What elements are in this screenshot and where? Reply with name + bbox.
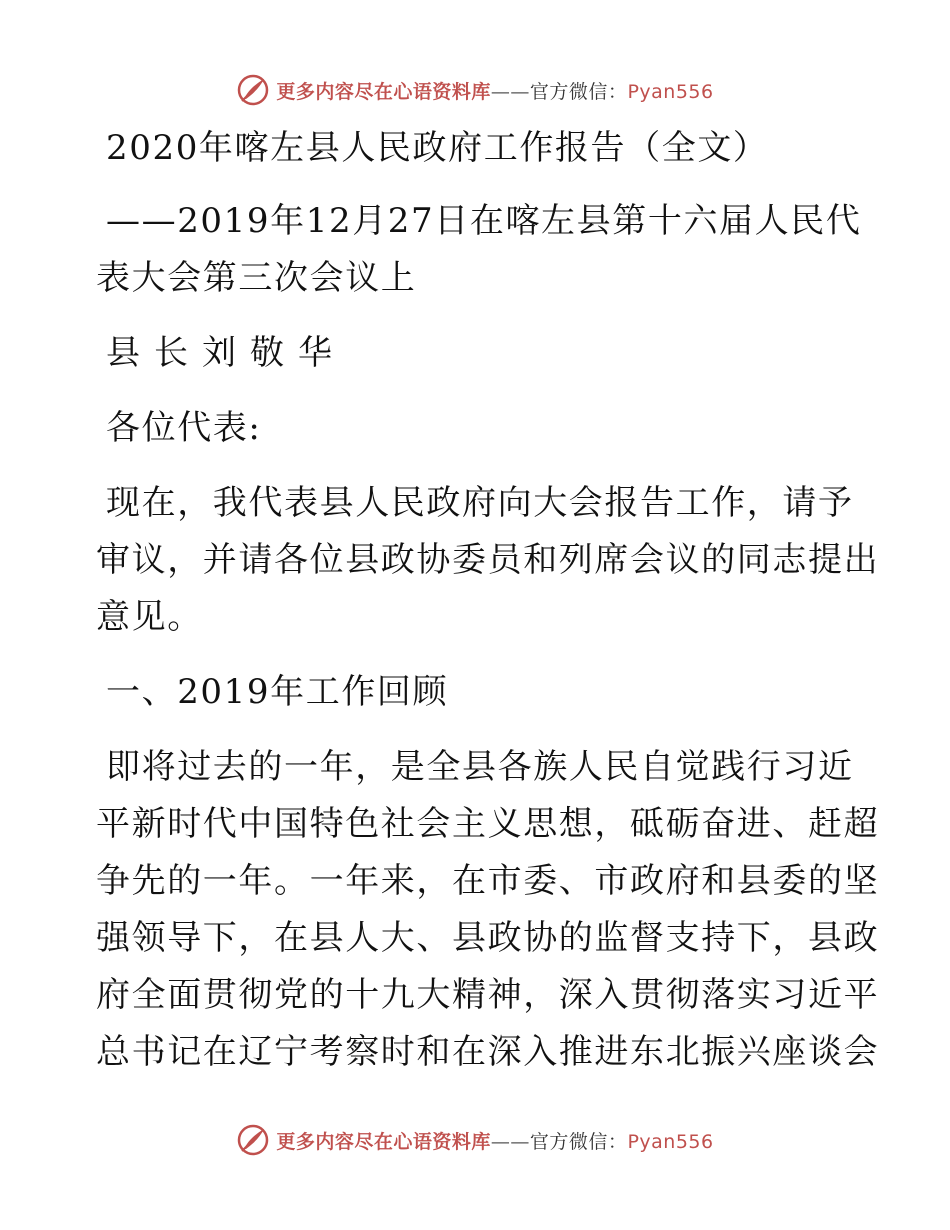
quill-logo-icon [236, 73, 270, 107]
intro-line: 审议，并请各位县政协委员和列席会议的同志提出 [96, 540, 880, 580]
intro-line: 现在，我代表县人民政府向大会报告工作，请予 [106, 483, 854, 523]
watermark-text [276, 1127, 713, 1154]
body-line: 即将过去的一年，是全县各族人民自觉践行习近 [106, 747, 854, 787]
watermark-dash: —— [490, 1130, 530, 1153]
document-title: 2020年喀左县人民政府工作报告（全文） [106, 128, 769, 168]
body-line: 争先的一年。一年来，在市委、市政府和县委的坚 [96, 861, 880, 901]
watermark-id: Pyan556 [627, 80, 714, 103]
body-line: 府全面贯彻党的十九大精神，深入贯彻落实习近平 [96, 975, 880, 1015]
watermark-id: Pyan556 [627, 1130, 714, 1153]
header-watermark [0, 70, 950, 110]
section-heading: 一、2019年工作回顾 [106, 672, 449, 712]
watermark-dash: —— [490, 80, 530, 103]
watermark-text [276, 77, 713, 104]
body-line: 总书记在辽宁考察时和在深入推进东北振兴座谈会 [96, 1032, 880, 1072]
intro-line: 意见。 [96, 597, 203, 637]
body-line: 强领导下，在县人大、县政协的监督支持下，县政 [96, 918, 880, 958]
body-line: 平新时代中国特色社会主义思想，砥砺奋进、赶超 [96, 804, 880, 844]
footer-watermark [0, 1120, 950, 1160]
speaker: 县 长 刘 敬 华 [106, 333, 334, 373]
watermark-official: 官方微信： [529, 1130, 628, 1153]
watermark-main: 更多内容尽在心语资料库 [276, 80, 491, 103]
subtitle-line-2: 表大会第三次会议上 [96, 258, 417, 298]
watermark-official: 官方微信： [529, 80, 628, 103]
subtitle-line-1: ——2019年12月27日在喀左县第十六届人民代 [106, 201, 862, 241]
quill-logo-icon [236, 1123, 270, 1157]
salutation: 各位代表: [106, 408, 262, 448]
watermark-main: 更多内容尽在心语资料库 [276, 1130, 491, 1153]
